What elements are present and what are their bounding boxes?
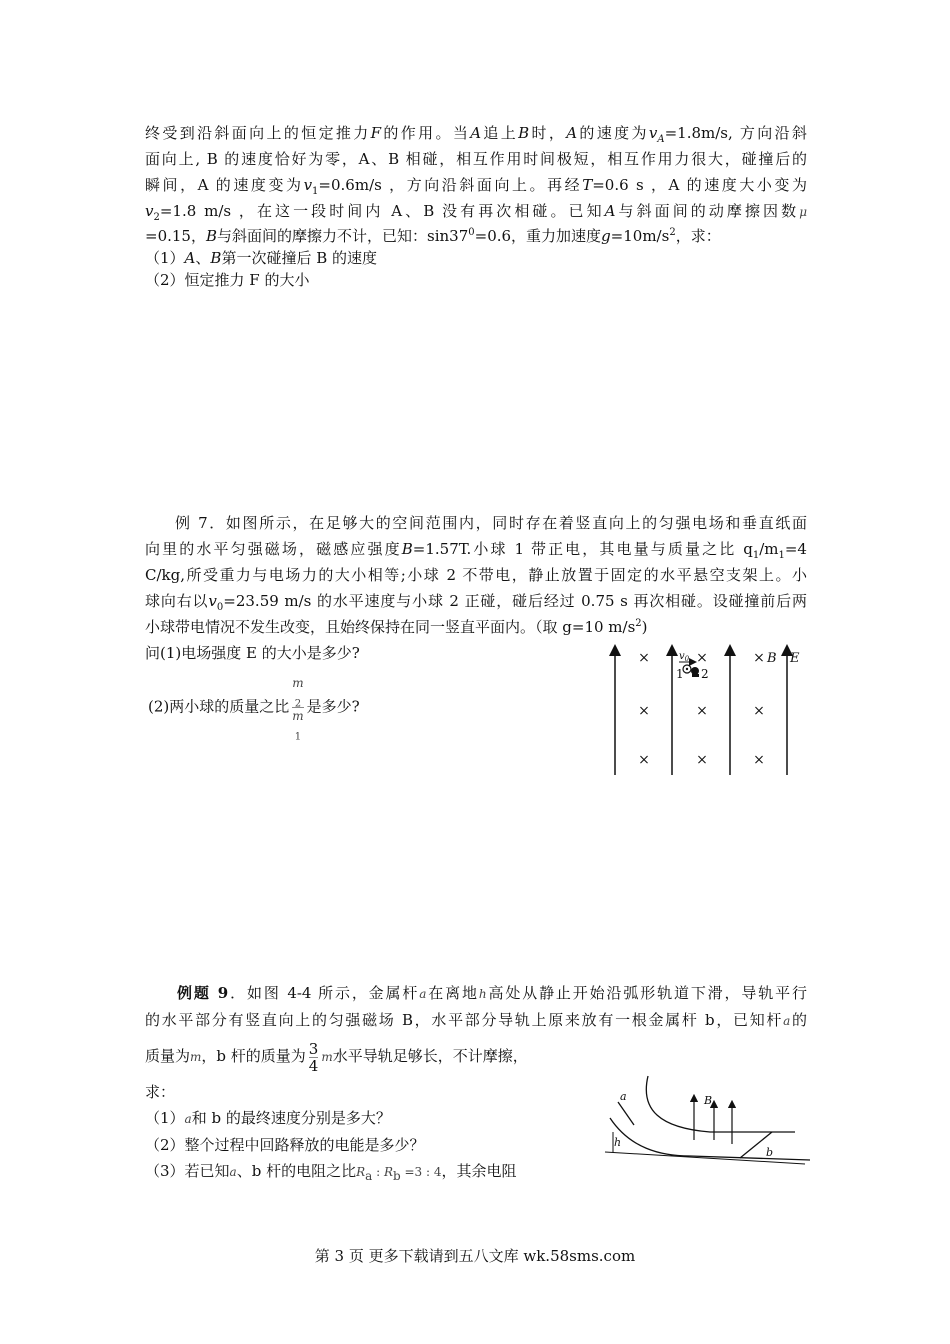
ball-1-label: 1 [676, 667, 684, 681]
ex9-line-3: 质量为m，b 杆的质量为 $\frac{3}{4}$ m水平导轨足够长，不计摩擦， [145, 1039, 528, 1075]
cross-mark: × [638, 752, 650, 768]
problem-line-2: 面向上, B 的速度恰好为零，A、B 相碰，相互作用时间极短，相互作用力很大，碰撞后的 [145, 150, 807, 168]
ex9-question-3: （3）若已知a、b 杆的电阻之比$R_a$ : $R_b =3$ : 4，其余电阻 [145, 1162, 517, 1183]
ex7-question-1: 问(1)电场强度 E 的大小是多少? [145, 644, 360, 662]
label-h: h [614, 1136, 622, 1149]
ex9-line-2: 的水平部分有竖直向上的匀强磁场 B，水平部分导轨上原来放有一根金属杆 b，已知杆a的 [145, 1011, 807, 1029]
page-footer: 第 3 页 更多下载请到五八文库 wk.58sms.com [314, 1247, 636, 1265]
support-stand [692, 674, 699, 677]
ex9-rail-diagram [600, 1070, 810, 1170]
cross-mark: × [696, 650, 708, 666]
label-B: B [704, 1094, 713, 1107]
ground-line [605, 1152, 805, 1164]
label-a: a [620, 1090, 627, 1103]
question-1: （1）A、B第一次碰撞后 B 的速度 [145, 249, 377, 267]
curved-rail-upper [646, 1076, 795, 1132]
cross-mark: × [753, 650, 765, 666]
cross-mark: × [638, 703, 650, 719]
question-2: （2）恒定推力 F 的大小 [145, 271, 310, 289]
mass-ratio-fraction: m $_2$ m $_1$ [292, 676, 304, 743]
cross-mark: × [696, 752, 708, 768]
problem-line-3: 瞬间，A 的速度变为$v_1=0.6m/s$ ，方向沿斜面向上。再经T=0.6 s ，A 的速度大小变为 [145, 176, 807, 197]
ex7-line-4: 球向右以$v_0=23.59$ m/s 的水平速度与小球 2 正碰，碰后经过 0.75 s 再次相碰。设碰撞前后两 [145, 592, 807, 613]
problem-line-5: =0.15，B与斜面间的摩擦力不计，已知：$\sin 37^0=0.6$，重力加速度$g=10m/s^2$，求： [145, 227, 721, 245]
ex7-line-5: 小球带电情况不发生改变，且始终保持在同一竖直平面内。（取 g=10 $m/s^2$) [145, 618, 648, 636]
ex9-title: 例题 9 [177, 984, 229, 1002]
ex7-line-1: 例 7．如图所示，在足够大的空间范围内，同时存在着竖直向上的匀强电场和垂直纸面 [175, 514, 807, 532]
ex9-line-1: 例题 9．如图 4-4 所示，金属杆a在离地h高处从静止开始沿弧形轨道下滑，导轨平行 [177, 984, 807, 1002]
ex7-line-3: C/kg,所受重力与电场力的大小相等;小球 2 不带电，静止放置于固定的水平悬空支架上。小 [145, 566, 807, 584]
ex7-question-2: (2)两小球的质量之比 m $_2$ m $_1$ 是多少? [148, 676, 360, 743]
cross-mark: × [638, 650, 650, 666]
label-b: b [766, 1146, 774, 1159]
b-field-label: B [767, 651, 777, 666]
ball-1-center [686, 668, 688, 670]
cross-mark: × [753, 703, 765, 719]
ex9-line-4: 求： [145, 1083, 176, 1101]
cross-mark: × [753, 752, 765, 768]
problem-continuation [145, 120, 807, 291]
problem-line-1: 终受到沿斜面向上的恒定推力F的作用。当A追上B时，A的速度为$v_A=1.8m/s$, 方向沿斜 [145, 124, 807, 145]
mass-fraction: $\frac{3}{4}$ [308, 1039, 319, 1075]
e-field-label: E [790, 651, 800, 666]
cross-mark: × [696, 703, 708, 719]
ball-2-label: 2 [701, 667, 709, 681]
rod-a [618, 1102, 634, 1125]
v0-label: $v_0$ [679, 651, 690, 663]
ex7-field-diagram [600, 640, 815, 780]
problem-line-4: $v_2=1.8$ m/s ，在这一段时间内 A、B 没有再次相碰。已知A与斜面间的动摩擦因数μ [145, 202, 807, 223]
ex9-question-2: （2）整个过程中回路释放的电能是多少？ [145, 1136, 425, 1154]
ex9-question-1: （1）a和 b 的最终速度分别是多大？ [145, 1109, 391, 1127]
ball-2 [691, 667, 699, 675]
ex7-line-2: 向里的水平匀强磁场，磁感应强度B=1.57T.小球 1 带正电，其电量与质量之比 $q_1/m_1=4$ [145, 540, 807, 561]
